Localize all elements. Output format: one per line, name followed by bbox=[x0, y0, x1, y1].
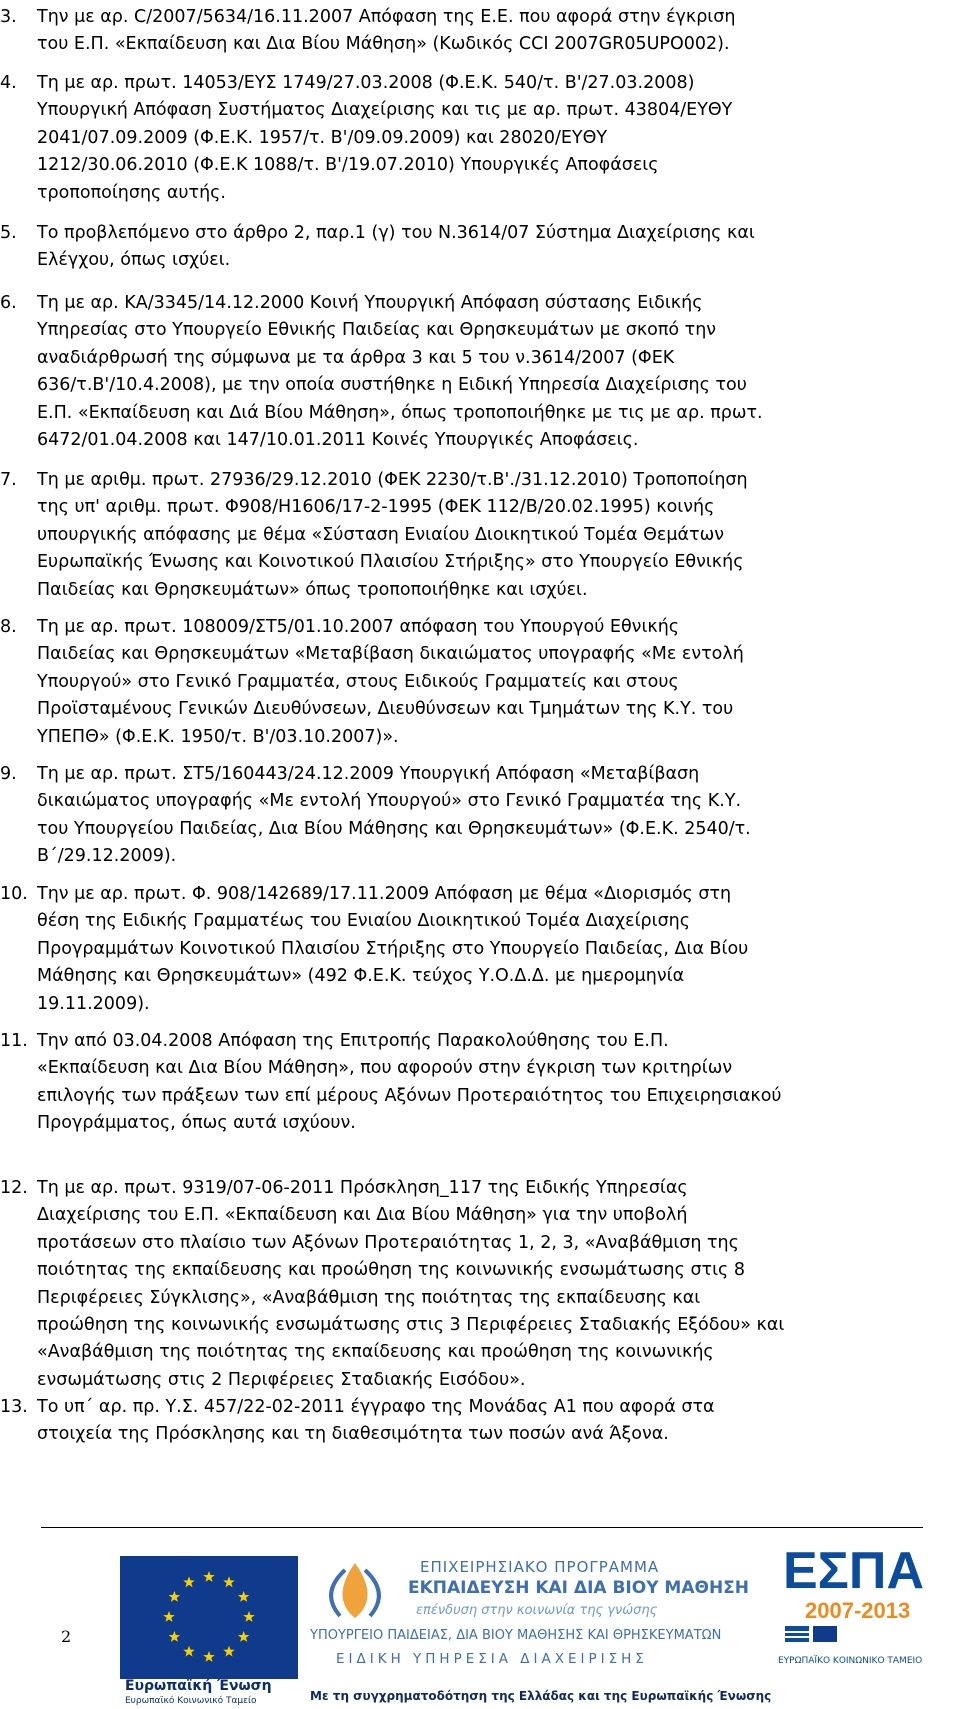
ministry-name: ΥΠΟΥΡΓΕΙΟ ΠΑΙΔΕΙΑΣ, ΔΙΑ ΒΙΟΥ ΜΑΘΗΣΗΣ ΚΑΙ ΘΡΗΣΚΕΥΜΑΤΩΝ bbox=[310, 1628, 722, 1643]
item-text-line: ποιότητας της εκπαίδευσης και προώθηση της κοινωνικής ενσωμάτωσης στις 8 bbox=[37, 1260, 745, 1281]
item-text-line: «Αναβάθμιση της ποιότητας της εκπαίδευσης και προώθηση της κοινωνικής bbox=[37, 1342, 714, 1363]
program-name: ΕΚΠΑΙΔΕΥΣΗ ΚΑΙ ΔΙΑ ΒΙΟΥ ΜΑΘΗΣΗ bbox=[408, 1578, 750, 1598]
item-text-line: «Εκπαίδευση και Δια Βίου Μάθηση», που αφορούν στην έγκριση των κριτηρίων bbox=[37, 1058, 733, 1079]
item-text-line: 636/τ.Β'/10.4.2008), με την οποία συστήθηκε η Ειδική Υπηρεσία Διαχείρισης του bbox=[37, 375, 747, 396]
item-text-line: του Υπουργείου Παιδείας, Δια Βίου Μάθησης και Θρησκευμάτων» (Φ.Ε.Κ. 2540/τ. bbox=[37, 818, 751, 839]
item-text-line: Ελέγχου, όπως ισχύει. bbox=[37, 250, 231, 271]
item-number: 3. bbox=[0, 7, 17, 27]
item-text-line: προτάσεων στο πλαίσιο των Αξόνων Προτεραιότητας 1, 2, 3, «Αναβάθμιση της bbox=[37, 1232, 739, 1253]
item-text-line: Υπουργική Απόφαση Συστήματος Διαχείρισης και τις με αρ. πρωτ. 43804/ΕΥΘΥ bbox=[37, 100, 733, 121]
program-emblem-icon bbox=[300, 1558, 410, 1628]
item-text-line: Διαχείρισης του Ε.Π. «Εκπαίδευση και Δια Βίου Μάθηση» για την υποβολή bbox=[37, 1205, 688, 1226]
item-number: 13. bbox=[0, 1397, 28, 1417]
footer-separator bbox=[41, 1527, 923, 1528]
eu-name: Ευρωπαϊκή Ένωση bbox=[125, 1678, 272, 1694]
item-text-line: Την με αρ. C/2007/5634/16.11.2007 Απόφαση της Ε.Ε. που αφορά στην έγκριση bbox=[37, 7, 736, 27]
item-text-line: Υπηρεσίας στο Υπουργείο Εθνικής Παιδείας και Θρησκευμάτων με σκοπό την bbox=[37, 320, 717, 341]
item-text-line: 1212/30.06.2010 (Φ.Ε.Κ 1088/τ. Β'/19.07.2010) Υπουργικές Αποφάσεις bbox=[37, 155, 659, 176]
item-text-line: της υπ' αριθμ. πρωτ. Φ908/Η1606/17-2-1995 (ΦΕΚ 112/Β/20.02.1995) κοινής bbox=[37, 497, 715, 518]
item-number: 10. bbox=[0, 884, 28, 904]
item-text-line: επιλογής των πράξεων των επί μέρους Αξόνων Προτεραιότητος του Επιχειρησιακού bbox=[37, 1085, 782, 1106]
item-text-line: Β΄/29.12.2009). bbox=[37, 846, 177, 867]
item-number: 12. bbox=[0, 1178, 28, 1198]
item-number: 11. bbox=[0, 1031, 28, 1051]
item-text-line: Το προβλεπόμενο στο άρθρο 2, παρ.1 (γ) του Ν.3614/07 Σύστημα Διαχείρισης και bbox=[37, 223, 755, 243]
footer-logos bbox=[0, 1540, 960, 1709]
item-text-line: Προϊσταμένους Γενικών Διευθύνσεων, Διευθύνσεων και Τμημάτων της Κ.Υ. του bbox=[37, 699, 734, 720]
page-number: 2 bbox=[61, 1627, 72, 1646]
item-text-line: Την με αρ. πρωτ. Φ. 908/142689/17.11.2009 Απόφαση με θέμα «Διορισμός στη bbox=[37, 884, 732, 904]
item-number: 5. bbox=[0, 223, 17, 243]
item-text-line: Τη με αρ. πρωτ. 14053/ΕΥΣ 1749/27.03.2008 (Φ.Ε.Κ. 540/τ. Β'/27.03.2008) bbox=[37, 73, 695, 93]
program-label: ΕΠΙΧΕΙΡΗΣΙΑΚΟ ΠΡΟΓΡΑΜΜΑ bbox=[420, 1558, 660, 1576]
item-text-line: προώθηση της κοινωνικής ενσωμάτωσης στις 3 Περιφέρειες Σταδιακής Εξόδου» και bbox=[37, 1315, 785, 1335]
espa-years: 2007-2013 bbox=[805, 1598, 911, 1623]
item-text-line: Την από 03.04.2008 Απόφαση της Επιτροπής Παρακολούθησης του Ε.Π. bbox=[37, 1031, 669, 1051]
item-text-line: ενσωμάτωσης στις 2 Περιφέρειες Σταδιακής Εισόδου». bbox=[37, 1369, 526, 1390]
item-text-line: δικαιώματος υπογραφής «Με εντολή Υπουργού» στο Γενικό Γραμματέα της Κ.Υ. bbox=[37, 791, 742, 812]
cofinancing-note: Με τη συγχρηματοδότηση της Ελλάδας και της Ευρωπαϊκής Ένωσης bbox=[310, 1689, 772, 1703]
item-number: 4. bbox=[0, 73, 17, 93]
item-text-line: 2041/07.09.2009 (Φ.Ε.Κ. 1957/τ. Β'/09.09.2009) και 28020/ΕΥΘΥ bbox=[37, 127, 608, 148]
item-text-line: ΥΠΕΠΘ» (Φ.Ε.Κ. 1950/τ. Β'/03.10.2007)». bbox=[37, 726, 399, 747]
item-number: 8. bbox=[0, 617, 17, 637]
eu-fund: Ευρωπαϊκό Κοινωνικό Ταμείο bbox=[125, 1696, 257, 1706]
item-text-line: Τη με αρ. πρωτ. 9319/07-06-2011 Πρόσκληση_117 της Ειδικής Υπηρεσίας bbox=[37, 1178, 688, 1198]
item-text-line: τροποποίησης αυτής. bbox=[37, 182, 226, 203]
item-text-line: Τη με αρ. πρωτ. ΣΤ5/160443/24.12.2009 Υπουργική Απόφαση «Μεταβίβαση bbox=[37, 764, 700, 784]
item-text-line: Υπουργού» στο Γενικό Γραμματέα, στους Ειδικούς Γραμματείς και στους bbox=[37, 671, 679, 692]
item-number: 9. bbox=[0, 764, 17, 784]
item-number: 6. bbox=[0, 293, 17, 313]
item-text-line: υπουργικής απόφασης με θέμα «Σύσταση Ενιαίου Διοικητικού Τομέα Θεμάτων bbox=[37, 524, 725, 545]
program-motto: επένδυση στην κοινωνία της γνώσης bbox=[416, 1603, 658, 1618]
item-text-line: Προγράμματος, όπως αυτά ισχύουν. bbox=[37, 1113, 356, 1134]
item-text-line: 6472/01.04.2008 και 147/10.01.2011 Κοινές Υπουργικές Αποφάσεις. bbox=[37, 430, 639, 450]
item-text-line: Παιδείας και Θρησκευμάτων «Μεταβίβαση δικαιώματος υπογραφής «Με εντολή bbox=[37, 644, 744, 665]
item-text-line: Περιφέρειες Σύγκλισης», «Αναβάθμιση της ποιότητας της εκπαίδευσης και bbox=[37, 1287, 701, 1308]
item-text-line: Παιδείας και Θρησκευμάτων» όπως τροποποιήθηκε και ισχύει. bbox=[37, 579, 588, 600]
program-logo bbox=[300, 1558, 760, 1678]
item-text-line: Μάθησης και Θρησκευμάτων» (492 Φ.Ε.Κ. τεύχος Υ.Ο.Δ.Δ. με ημερομηνία bbox=[37, 966, 685, 987]
item-number: 7. bbox=[0, 470, 17, 490]
item-text-line: 19.11.2009). bbox=[37, 993, 150, 1014]
item-text-line: του Ε.Π. «Εκπαίδευση και Δια Βίου Μάθηση» (Κωδικός CCI 2007GR05UPO002). bbox=[37, 34, 730, 55]
item-text-line: αναδιάρθρωσή της σύμφωνα με τα άρθρα 3 και 5 του ν.3614/2007 (ΦΕΚ bbox=[37, 347, 675, 368]
greek-flag-icon bbox=[785, 1626, 809, 1642]
eu-flag-logo bbox=[120, 1556, 298, 1679]
item-text-line: θέση της Ειδικής Γραμματέως του Ενιαίου Διοικητικού Τομέα Διαχείρισης bbox=[37, 911, 691, 932]
service-name: ΕΙΔΙΚΗ ΥΠΗΡΕΣΙΑ ΔΙΑΧΕΙΡΙΣΗΣ bbox=[336, 1651, 648, 1667]
item-text-line: Τη με αριθμ. πρωτ. 27936/29.12.2010 (ΦΕΚ 2230/τ.Β'./31.12.2010) Τροποποίηση bbox=[37, 470, 748, 490]
item-text-line: στοιχεία της Πρόσκλησης και τη διαθεσιμότητα των ποσών ανά Άξονα. bbox=[37, 1424, 669, 1445]
item-text-line: Το υπ΄ αρ. πρ. Υ.Σ. 457/22-02-2011 έγγραφο της Μονάδας Α1 που αφορά στα bbox=[37, 1397, 715, 1417]
item-text-line: Τη με αρ. ΚΑ/3345/14.12.2000 Κοινή Υπουργική Απόφαση σύστασης Ειδικής bbox=[37, 293, 703, 313]
item-text-line: Προγραμμάτων Κοινοτικού Πλαισίου Στήριξης στο Υπουργείο Παιδείας, Δια Βίου bbox=[37, 938, 749, 959]
espa-logo bbox=[775, 1540, 945, 1650]
eu-mini-flag-icon bbox=[813, 1626, 837, 1642]
item-text-line: Τη με αρ. πρωτ. 108009/ΣΤ5/01.10.2007 απόφαση του Υπουργού Εθνικής bbox=[37, 617, 680, 637]
item-text-line: Ευρωπαϊκής Ένωσης και Κοινοτικού Πλαισίου Στήριξης» στο Υπουργείο Εθνικής bbox=[37, 552, 744, 573]
espa-fund: ΕΥΡΩΠΑΪΚΟ ΚΟΙΝΩΝΙΚΟ ΤΑΜΕΙΟ bbox=[778, 1656, 923, 1666]
item-text-line: Ε.Π. «Εκπαίδευση και Διά Βίου Μάθηση», όπως τροποποιήθηκε με τις με αρ. πρωτ. bbox=[37, 402, 763, 423]
espa-name: ΕΣΠΑ bbox=[783, 1542, 924, 1600]
